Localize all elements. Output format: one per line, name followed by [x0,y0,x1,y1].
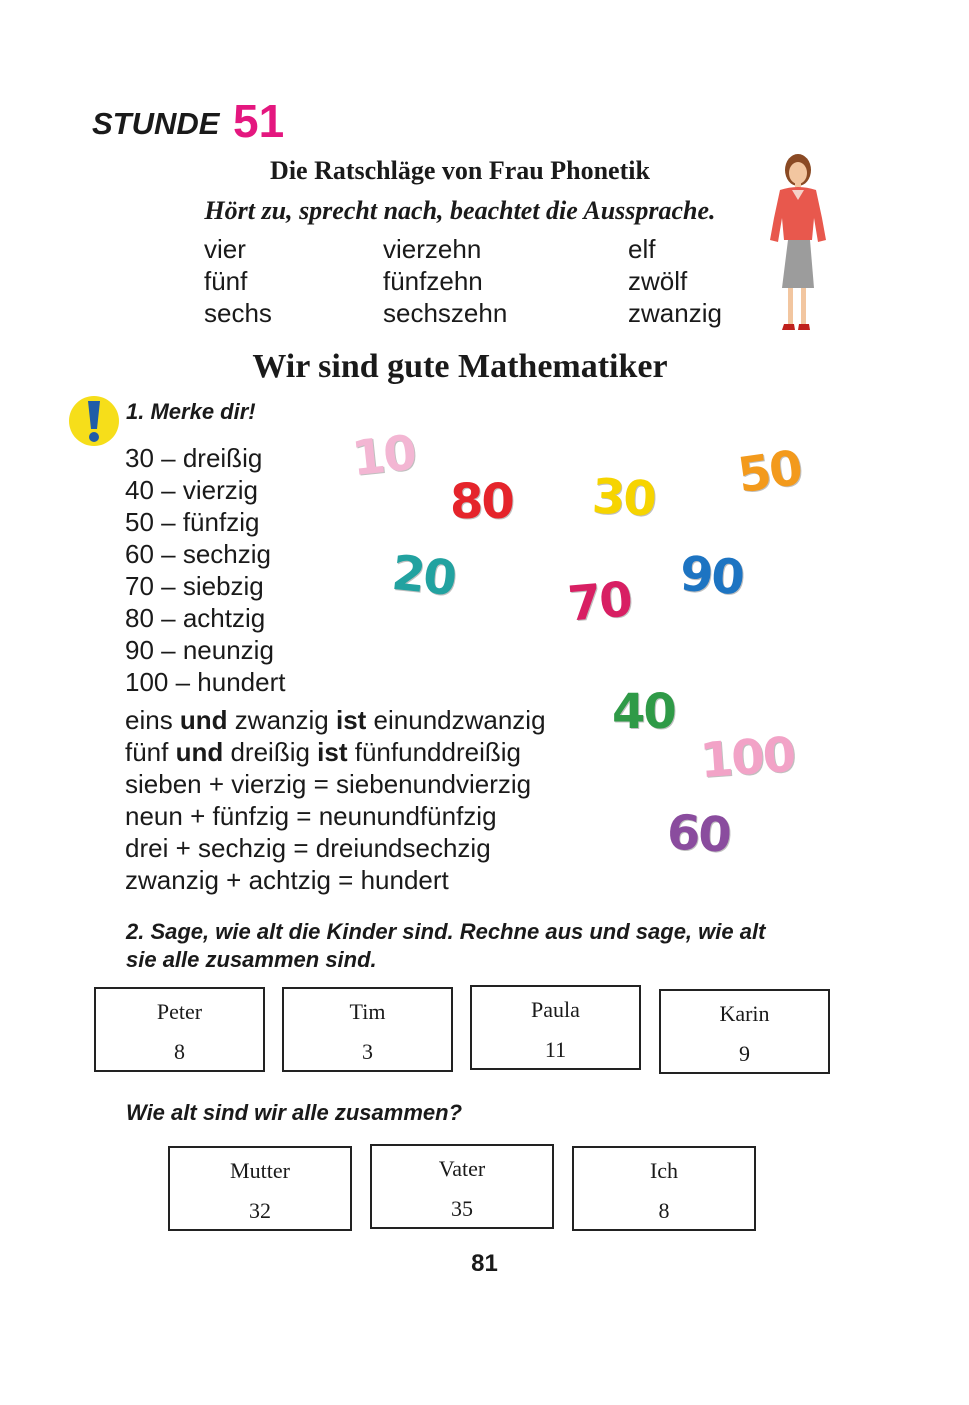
combination-line: drei + sechzig = dreiundsechzig [125,833,491,863]
kid-age: 8 [174,1039,185,1064]
deco-number-80: 80 [450,474,513,530]
combination-line: sieben + vierzig = siebenundvierzig [125,769,532,799]
kid-box-tim [282,987,453,1072]
family-age: 32 [249,1198,271,1223]
family-age: 35 [451,1196,473,1221]
deco-number-50: 50 [734,439,805,505]
number-item: 60 – sechzig [125,539,271,569]
number-item: 50 – fünfzig [125,507,260,537]
teacher-illustration [768,148,838,334]
combination-line: neun + fünfzig = neunundfünfzig [125,801,497,831]
page-number: 81 [471,1250,498,1277]
kid-age: 11 [544,1037,567,1062]
combination-list [125,704,546,896]
number-item: 30 – dreißig [125,443,263,473]
family-name: Mutter [230,1158,290,1183]
family-box-mutter [168,1146,352,1231]
instruction: Hört zu, sprecht nach, beachtet die Aussprache. [204,196,716,225]
deco-number-100: 100 [698,726,797,790]
word: fünf [204,266,248,296]
deco-number-40: 40 [612,684,675,740]
task1-label: 1. Merke dir! [126,399,256,424]
number-item: 80 – achtzig [125,603,266,633]
family-name: Vater [438,1156,486,1181]
kid-name: Paula [531,997,580,1022]
deco-number-70: 70 [565,571,634,633]
family-question: Wie alt sind wir alle zusammen? [126,1100,463,1125]
word-column-3 [628,233,722,329]
family-age: 8 [658,1198,670,1223]
combination-line: zwanzig + achtzig = hundert [125,865,449,895]
deco-number-90: 90 [678,545,745,607]
kid-age: 9 [739,1041,750,1066]
task2-label-line2: sie alle zusammen sind. [126,947,377,972]
number-item: 100 – hundert [125,667,286,697]
word: vierzehn [383,234,482,264]
word: zwanzig [628,298,722,328]
number-item: 90 – neunzig [125,635,274,665]
number-item: 70 – siebzig [125,571,264,601]
kid-box-paula [470,985,641,1070]
kid-name: Tim [349,999,386,1024]
subtitle: Die Ratschläge von Frau Phonetik [270,156,650,185]
word-column-2 [383,233,507,329]
kid-age: 3 [362,1039,373,1064]
deco-number-60: 60 [665,804,732,864]
word: elf [628,234,656,264]
kid-box-peter [94,987,265,1072]
word: fünfzehn [383,266,483,296]
family-box-ich [572,1146,756,1231]
section-title: Wir sind gute Mathematiker [252,348,668,385]
word: sechs [204,298,272,328]
combination-line: fünf und dreißig ist fünfunddreißig [125,737,521,767]
word: vier [204,234,246,264]
kid-name: Peter [156,999,203,1024]
family-box-vater [370,1144,554,1229]
word: zwölf [628,266,688,296]
family-name: Ich [649,1158,679,1183]
task2-label-line1: 2. Sage, wie alt die Kinder sind. Rechne aus und sage, wie alt [126,919,766,944]
lesson-number: 51 [233,95,285,147]
number-item: 40 – vierzig [125,475,258,505]
kid-name: Karin [719,1001,770,1026]
lesson-label: STUNDE [92,106,220,141]
word: sechszehn [383,298,508,328]
combination-line: eins und zwanzig ist einundzwanzig [125,705,546,735]
exclamation-icon [68,395,120,447]
deco-number-30: 30 [590,468,657,528]
deco-number-10: 10 [349,424,418,488]
deco-number-20: 20 [389,544,458,608]
kid-box-karin [659,989,830,1074]
number-list [125,442,285,698]
word-column-1 [204,233,272,329]
